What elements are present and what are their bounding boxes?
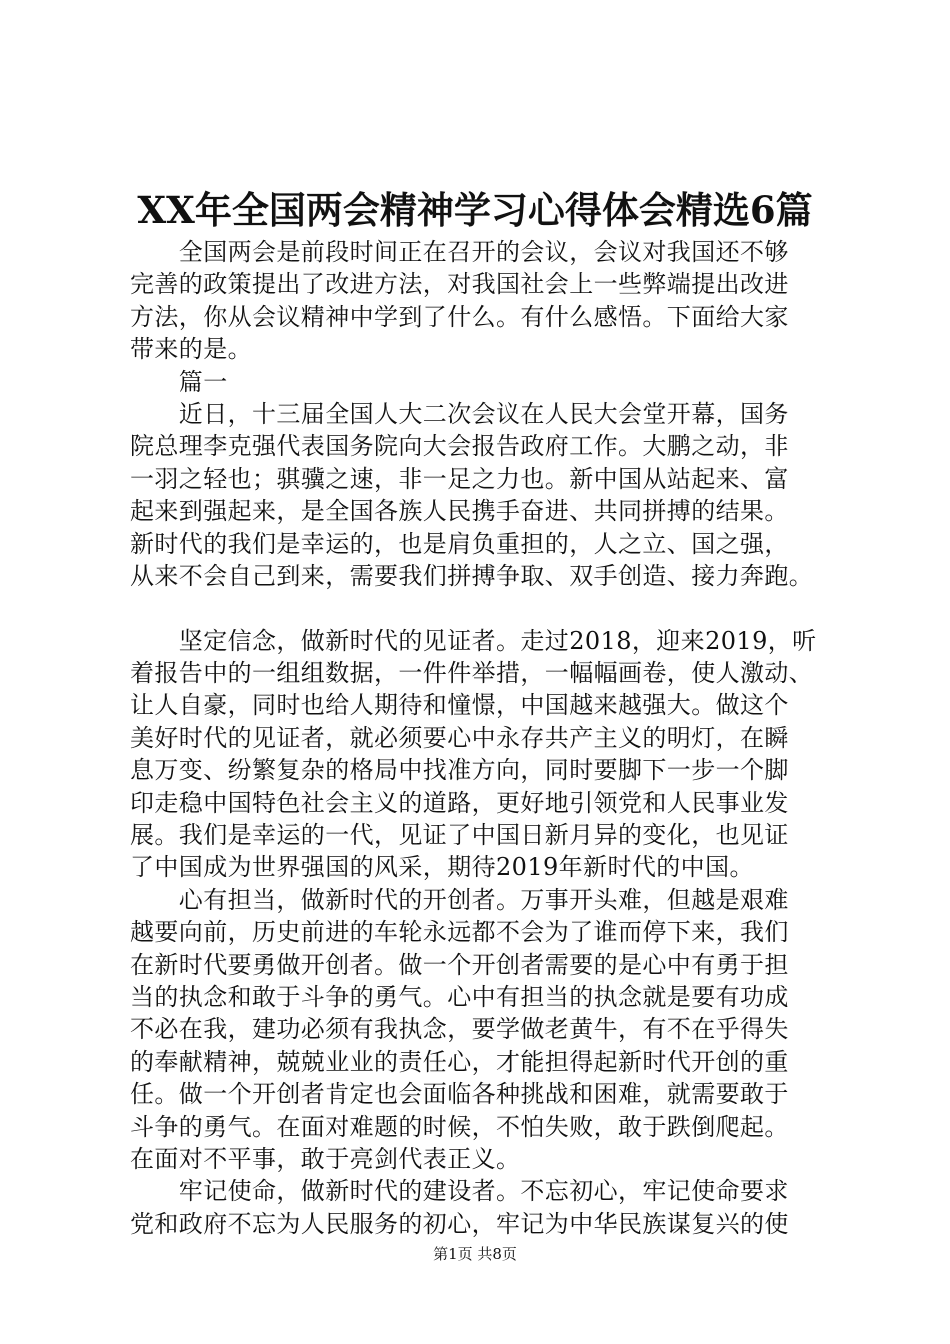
body-line: 在新时代要勇做开创者。做一个开创者需要的是心中有勇于担 bbox=[130, 950, 789, 979]
body-line: 牢记使命，做新时代的建设者。不忘初心，牢记使命要求 bbox=[130, 1177, 789, 1206]
body-line: 院总理李克强代表国务院向大会报告政府工作。大鹏之动，非 bbox=[130, 432, 789, 461]
body-line: 起来到强起来，是全国各族人民携手奋进、共同拼搏的结果。 bbox=[130, 497, 789, 526]
document-body bbox=[130, 236, 850, 1240]
body-line: 坚定信念，做新时代的见证者。走过2018，迎来2019，听 bbox=[130, 626, 817, 655]
body-line: 完善的政策提出了改进方法，对我国社会上一些弊端提出改进 bbox=[130, 270, 789, 299]
body-line: 心有担当，做新时代的开创者。万事开头难，但越是艰难 bbox=[130, 885, 789, 914]
body-line bbox=[130, 592, 850, 624]
body-line: 篇一 bbox=[130, 367, 228, 396]
body-line: 展。我们是幸运的一代，见证了中国日新月异的变化，也见证 bbox=[130, 821, 789, 850]
body-line: 不必在我，建功必须有我执念，要学做老黄牛，有不在乎得失 bbox=[130, 1015, 789, 1044]
body-line: 印走稳中国特色社会主义的道路，更好地引领党和人民事业发 bbox=[130, 788, 789, 817]
body-line: 从来不会自己到来，需要我们拼搏争取、双手创造、接力奔跑。 bbox=[130, 561, 814, 590]
body-line: 党和政府不忘为人民服务的初心，牢记为中华民族谋复兴的使 bbox=[130, 1209, 789, 1238]
body-line: 息万变、纷繁复杂的格局中找准方向，同时要脚下一步一个脚 bbox=[130, 756, 789, 785]
body-line: 美好时代的见证者，就必须要心中永存共产主义的明灯，在瞬 bbox=[130, 723, 789, 752]
body-line: 一羽之轻也；骐骥之速，非一足之力也。新中国从站起来、富 bbox=[130, 464, 789, 493]
body-line: 着报告中的一组组数据，一件件举措，一幅幅画卷，使人激动、 bbox=[130, 659, 814, 688]
body-line: 方法，你从会议精神中学到了什么。有什么感悟。下面给大家 bbox=[130, 302, 789, 331]
page-footer: 第1页 共8页 bbox=[433, 1245, 517, 1263]
body-line: 当的执念和敢于斗争的勇气。心中有担当的执念就是要有功成 bbox=[130, 982, 789, 1011]
body-line: 新时代的我们是幸运的，也是肩负重担的，人之立、国之强， bbox=[130, 529, 789, 558]
body-line: 斗争的勇气。在面对难题的时候，不怕失败，敢于跌倒爬起。 bbox=[130, 1112, 789, 1141]
body-line: 的奉献精神，兢兢业业的责任心，才能担得起新时代开创的重 bbox=[130, 1047, 789, 1076]
document-title: XX年全国两会精神学习心得体会精选6篇 bbox=[137, 188, 813, 232]
body-line: 越要向前，历史前进的车轮永远都不会为了谁而停下来，我们 bbox=[130, 918, 789, 947]
body-line: 带来的是。 bbox=[130, 335, 252, 364]
body-line: 了中国成为世界强国的风采，期待2019年新时代的中国。 bbox=[130, 853, 754, 882]
body-line: 近日，十三届全国人大二次会议在人民大会堂开幕，国务 bbox=[130, 399, 789, 428]
body-line: 在面对不平事，敢于亮剑代表正义。 bbox=[130, 1144, 521, 1173]
body-line: 让人自豪，同时也给人期待和憧憬，中国越来越强大。做这个 bbox=[130, 691, 789, 720]
body-line: 全国两会是前段时间正在召开的会议，会议对我国还不够 bbox=[130, 238, 789, 266]
body-line: 任。做一个开创者肯定也会面临各种挑战和困难，就需要敢于 bbox=[130, 1080, 789, 1109]
